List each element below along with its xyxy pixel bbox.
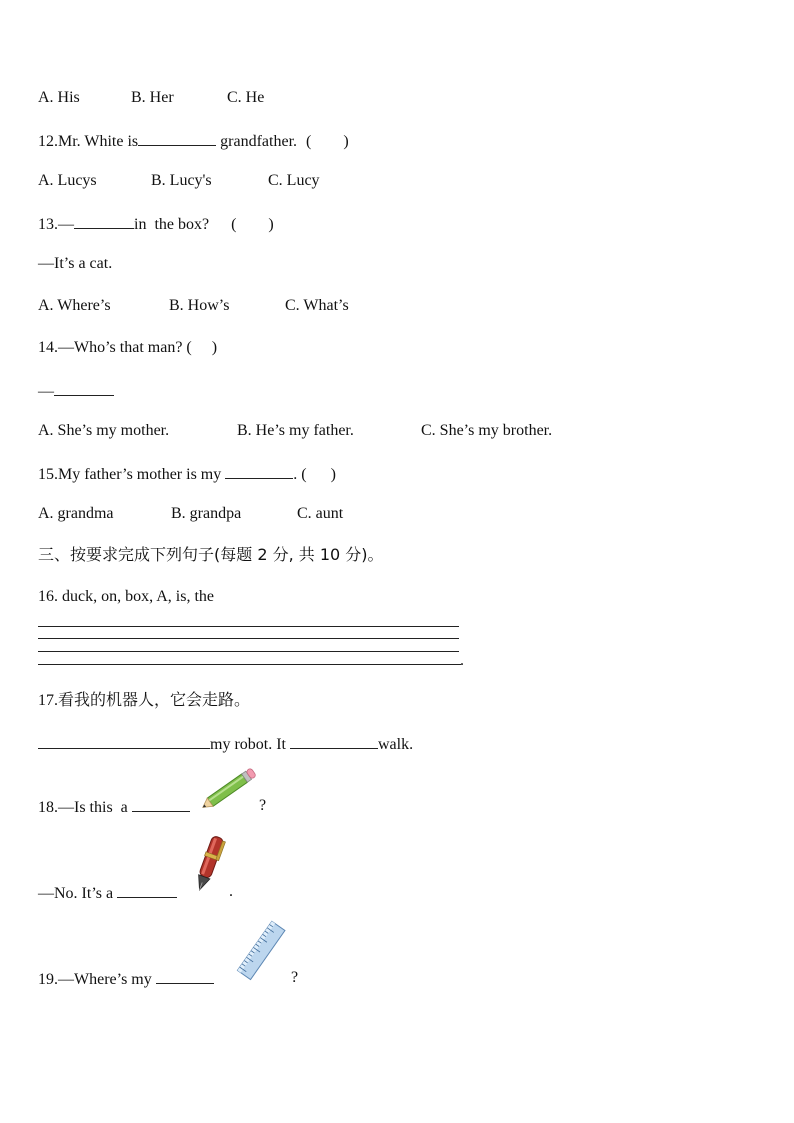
q15-option-a: A. grandma [38,505,114,522]
question-number: 16. [38,588,58,605]
answer-blank[interactable] [138,130,216,146]
q12-option-a: A. Lucys [38,172,97,189]
question-number: 15. [38,466,58,483]
question-number: 18. [38,799,58,816]
q16-question: 16. duck, on, box, A, is, the [38,588,214,605]
question-number: 17. [38,692,58,709]
answer-blank[interactable] [54,380,114,396]
q12-option-c: C. Lucy [268,172,320,189]
q15-question: 15.My father’s mother is my . ( ) [38,463,336,485]
q17-question: 17.看我的机器人，它会走路。 [38,690,251,709]
question-number: 13. [38,216,58,233]
answer-blank[interactable] [117,882,177,898]
q18-question: 18.—Is this a [38,796,190,818]
q18-answer-line: —No. It’s a [38,882,177,904]
q11-option-b: B. Her [131,89,174,106]
q14-option-c: C. She’s my brother. [421,422,553,439]
answer-blank[interactable] [132,796,190,812]
q14-question: 14.—Who’s that man? ( ) [38,339,218,356]
q13-option-a: A. Where’s [38,297,111,314]
answer-blank[interactable] [74,213,134,229]
answer-blank[interactable] [38,733,210,749]
question-number: 12. [38,133,58,150]
answer-blank[interactable] [225,463,293,479]
end-period: . [460,652,464,669]
question-number: 14. [38,339,58,356]
q15-option-c: C. aunt [297,505,344,522]
question-mark: ? [259,797,267,814]
q13-option-b: B. How’s [169,297,230,314]
ruler-icon [230,920,294,982]
q11-option-a: A. His [38,89,80,106]
answer-blank[interactable] [156,968,214,984]
q11-option-c: C. He [227,89,265,106]
q17-answer-line: my robot. It walk. [38,733,413,755]
pencil-icon [196,766,262,812]
q19-question: 19.—Where’s my [38,968,214,990]
question-mark: ? [291,969,299,986]
q14-option-a: A. She’s my mother. [38,422,170,439]
q13-option-c: C. What’s [285,297,349,314]
q15-option-b: B. grandpa [171,505,242,522]
writing-line[interactable] [38,651,459,652]
question-number: 19. [38,971,58,988]
q14-option-b: B. He’s my father. [237,422,354,439]
writing-line[interactable] [38,626,459,627]
end-period: . [229,883,233,900]
pen-icon [188,830,232,898]
section-heading: 三、按要求完成下列句子(每题 2 分, 共 10 分)。 [38,545,384,564]
q13-answer: —It’s a cat. [38,255,113,272]
q12-option-b: B. Lucy's [151,172,212,189]
q12-question: 12.Mr. White is grandfather. ( ) [38,130,349,152]
writing-line[interactable] [38,664,461,665]
q14-answer-line: — [38,380,114,402]
q13-question: 13.— in the box? ( ) [38,213,274,235]
answer-blank[interactable] [290,733,378,749]
writing-line[interactable] [38,638,459,639]
